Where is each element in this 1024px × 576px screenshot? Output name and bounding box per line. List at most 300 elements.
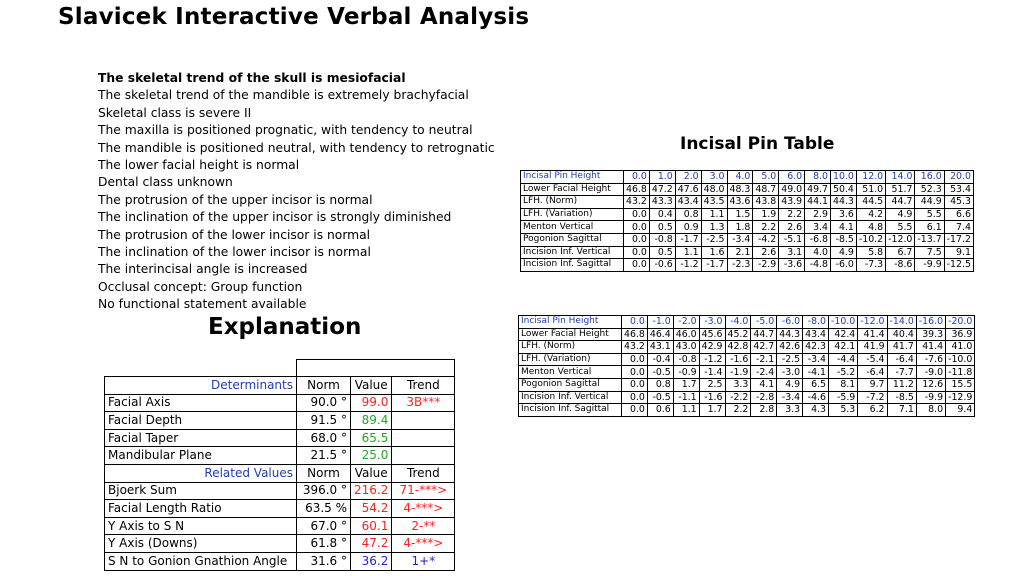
finding-item: Occlusal concept: Group function bbox=[98, 279, 303, 294]
table-cell: 4.9 bbox=[886, 208, 915, 221]
table-cell: -13.7 bbox=[915, 233, 944, 246]
table-cell: -17.2 bbox=[944, 233, 973, 246]
cell-name: Facial Depth bbox=[105, 412, 297, 430]
table-row bbox=[105, 517, 455, 535]
table-cell: 5.5 bbox=[915, 208, 944, 221]
finding-item: The protrusion of the upper incisor is normal bbox=[98, 192, 373, 207]
incisal-pin-table-positive bbox=[520, 170, 974, 272]
table-cell: -0.5 bbox=[647, 391, 673, 404]
table-cell: 1.3 bbox=[701, 221, 727, 234]
row-label: Incision Inf. Sagittal bbox=[519, 404, 622, 417]
table-cell: 52.3 bbox=[915, 183, 944, 196]
cell-name: Facial Length Ratio bbox=[105, 500, 297, 518]
table-cell: 1.1 bbox=[701, 208, 727, 221]
table-cell: 49.0 bbox=[779, 183, 805, 196]
table-row bbox=[105, 553, 455, 571]
table-cell: 3.3 bbox=[777, 404, 803, 417]
table-cell: 44.9 bbox=[915, 196, 944, 209]
row-label: Lower Facial Height bbox=[521, 183, 624, 196]
table-cell: 6.2 bbox=[858, 404, 887, 417]
table-cell: -0.6 bbox=[649, 259, 675, 272]
column-header: Trend bbox=[392, 465, 455, 483]
table-row bbox=[105, 429, 455, 447]
table-cell: 1.5 bbox=[727, 208, 753, 221]
table-cell: 0.0 bbox=[622, 366, 648, 379]
table-cell: 4.9 bbox=[831, 246, 857, 259]
table-cell: 0.4 bbox=[649, 208, 675, 221]
table-cell: 0.0 bbox=[624, 171, 650, 184]
row-label: Pogonion Sagittal bbox=[521, 233, 624, 246]
table-cell: 47.6 bbox=[675, 183, 701, 196]
table-cell: -3.0 bbox=[699, 316, 725, 329]
table-cell: -5.9 bbox=[829, 391, 858, 404]
table-cell: 43.5 bbox=[701, 196, 727, 209]
table-cell: 48.3 bbox=[727, 183, 753, 196]
table-cell: 10.0 bbox=[831, 171, 857, 184]
table-cell: -6.0 bbox=[831, 259, 857, 272]
table-cell: 41.0 bbox=[946, 341, 975, 354]
table-cell: 1.6 bbox=[701, 246, 727, 259]
table-cell: 2.9 bbox=[805, 208, 831, 221]
cell-value: 216.2 bbox=[351, 482, 392, 500]
table-cell: 0.0 bbox=[624, 259, 650, 272]
row-label: Pogonion Sagittal bbox=[519, 378, 622, 391]
finding-item: Skeletal class is severe II bbox=[98, 105, 252, 120]
row-label: Menton Vertical bbox=[519, 366, 622, 379]
table-cell: -4.1 bbox=[803, 366, 829, 379]
table-cell: 0.5 bbox=[649, 246, 675, 259]
table-row bbox=[519, 366, 975, 379]
table-cell: 42.7 bbox=[751, 341, 777, 354]
table-cell: 43.4 bbox=[803, 328, 829, 341]
table-cell: -5.0 bbox=[751, 316, 777, 329]
table-cell: -0.9 bbox=[673, 366, 699, 379]
table-cell: -6.4 bbox=[858, 366, 887, 379]
finding-item: The mandible is positioned neutral, with tendency to retrognatic bbox=[98, 140, 495, 155]
table-cell: 0.0 bbox=[622, 391, 648, 404]
table-cell: 42.1 bbox=[829, 341, 858, 354]
table-cell: -1.6 bbox=[725, 353, 751, 366]
cell-norm: 21.5 ° bbox=[297, 447, 351, 465]
table-cell: 45.3 bbox=[944, 196, 973, 209]
table-row bbox=[105, 482, 455, 500]
row-label: LFH. (Variation) bbox=[519, 353, 622, 366]
table-cell: 6.5 bbox=[803, 378, 829, 391]
pin-header-row bbox=[521, 171, 974, 184]
findings-list bbox=[98, 70, 495, 314]
table-cell: -1.7 bbox=[701, 259, 727, 272]
cell-name: Bjoerk Sum bbox=[105, 482, 297, 500]
table-cell: 3.3 bbox=[725, 378, 751, 391]
cell-trend: 3B*** bbox=[392, 394, 455, 412]
table-header-row bbox=[105, 465, 455, 483]
table-cell: 8.0 bbox=[805, 171, 831, 184]
table-cell: 5.8 bbox=[856, 246, 885, 259]
cell-norm: 90.0 ° bbox=[297, 394, 351, 412]
table-cell: -4.0 bbox=[725, 316, 751, 329]
table-cell: 7.1 bbox=[887, 404, 916, 417]
table-cell: 43.8 bbox=[753, 196, 779, 209]
table-cell: 0.6 bbox=[647, 404, 673, 417]
table-cell: 6.6 bbox=[944, 208, 973, 221]
table-cell: 42.6 bbox=[777, 341, 803, 354]
table-cell: 43.1 bbox=[647, 341, 673, 354]
column-header: Determinants bbox=[105, 377, 297, 395]
table-cell: 2.5 bbox=[699, 378, 725, 391]
table-cell: -7.6 bbox=[916, 353, 945, 366]
table-cell: -6.8 bbox=[805, 233, 831, 246]
table-row bbox=[519, 328, 975, 341]
table-cell: 6.0 bbox=[779, 171, 805, 184]
table-cell: 3.1 bbox=[779, 246, 805, 259]
cell-value: 36.2 bbox=[351, 553, 392, 571]
table-cell: -3.4 bbox=[727, 233, 753, 246]
cell-value: 89.4 bbox=[351, 412, 392, 430]
table-cell: -4.6 bbox=[803, 391, 829, 404]
table-cell: -3.0 bbox=[777, 366, 803, 379]
table-cell: 4.0 bbox=[805, 246, 831, 259]
table-cell: -4.8 bbox=[805, 259, 831, 272]
cell-value: 99.0 bbox=[351, 394, 392, 412]
table-cell: -8.5 bbox=[887, 391, 916, 404]
table-row bbox=[105, 360, 455, 377]
table-cell: 0.0 bbox=[624, 208, 650, 221]
table-cell: 44.3 bbox=[831, 196, 857, 209]
table-cell: -1.0 bbox=[647, 316, 673, 329]
column-header: Value bbox=[351, 465, 392, 483]
table-cell: 1.7 bbox=[699, 404, 725, 417]
table-cell: 4.1 bbox=[831, 221, 857, 234]
table-cell: -10.0 bbox=[946, 353, 975, 366]
table-cell: 43.6 bbox=[727, 196, 753, 209]
cell-name: Y Axis (Downs) bbox=[105, 535, 297, 553]
row-label: Incisal Pin Height bbox=[521, 171, 624, 184]
table-cell: -0.8 bbox=[649, 233, 675, 246]
table-cell: -1.9 bbox=[725, 366, 751, 379]
table-cell: -1.6 bbox=[699, 391, 725, 404]
table-cell: 36.9 bbox=[946, 328, 975, 341]
table-cell: -6.0 bbox=[777, 316, 803, 329]
table-row bbox=[521, 233, 974, 246]
cell-norm: 68.0 ° bbox=[297, 429, 351, 447]
table-cell: 0.0 bbox=[624, 233, 650, 246]
table-cell: -12.5 bbox=[944, 259, 973, 272]
cell-name: Y Axis to S N bbox=[105, 517, 297, 535]
table-cell: 41.7 bbox=[887, 341, 916, 354]
table-cell: 42.3 bbox=[803, 341, 829, 354]
cell-value: 65.5 bbox=[351, 429, 392, 447]
table-cell: 4.0 bbox=[727, 171, 753, 184]
table-cell: 8.1 bbox=[829, 378, 858, 391]
table-cell: 43.3 bbox=[649, 196, 675, 209]
table-cell: -1.4 bbox=[699, 366, 725, 379]
table-cell: 0.8 bbox=[647, 378, 673, 391]
table-cell: 44.1 bbox=[805, 196, 831, 209]
cell-value: 60.1 bbox=[351, 517, 392, 535]
table-cell: 43.4 bbox=[675, 196, 701, 209]
table-cell: 46.8 bbox=[624, 183, 650, 196]
cell-trend bbox=[392, 447, 455, 465]
table-cell: 2.6 bbox=[779, 221, 805, 234]
table-cell: 46.0 bbox=[673, 328, 699, 341]
finding-item: The interincisal angle is increased bbox=[98, 262, 308, 277]
table-row bbox=[105, 412, 455, 430]
table-row bbox=[519, 378, 975, 391]
table-cell: 41.4 bbox=[916, 341, 945, 354]
table-row bbox=[521, 259, 974, 272]
table-cell: 5.0 bbox=[753, 171, 779, 184]
table-cell: 1.9 bbox=[753, 208, 779, 221]
table-cell: -1.7 bbox=[675, 233, 701, 246]
cell-name: Facial Taper bbox=[105, 429, 297, 447]
table-cell: 2.8 bbox=[751, 404, 777, 417]
table-cell: -2.4 bbox=[751, 366, 777, 379]
table-cell: -2.2 bbox=[725, 391, 751, 404]
table-cell: 49.7 bbox=[805, 183, 831, 196]
table-cell: 3.4 bbox=[805, 221, 831, 234]
table-cell: 40.4 bbox=[887, 328, 916, 341]
table-cell: 1.8 bbox=[727, 221, 753, 234]
table-cell: -3.4 bbox=[803, 353, 829, 366]
table-cell: 9.4 bbox=[946, 404, 975, 417]
table-row bbox=[105, 535, 455, 553]
incisal-pin-table-negative bbox=[518, 315, 975, 417]
table-cell: 44.3 bbox=[777, 328, 803, 341]
table-cell: -2.0 bbox=[673, 316, 699, 329]
cell-norm: 91.5 ° bbox=[297, 412, 351, 430]
table-cell: 9.1 bbox=[944, 246, 973, 259]
table-cell: 44.7 bbox=[886, 196, 915, 209]
table-cell: -7.2 bbox=[858, 391, 887, 404]
table-cell: 1.7 bbox=[673, 378, 699, 391]
cell-trend: 1+* bbox=[392, 553, 455, 571]
table-cell: 15.5 bbox=[946, 378, 975, 391]
cell-trend: 4-***> bbox=[392, 500, 455, 518]
cell-trend bbox=[392, 429, 455, 447]
determinants-table bbox=[104, 359, 455, 571]
table-cell: 9.7 bbox=[858, 378, 887, 391]
table-cell: 5.3 bbox=[829, 404, 858, 417]
table-row bbox=[519, 341, 975, 354]
table-cell: -0.4 bbox=[647, 353, 673, 366]
cell-trend bbox=[392, 412, 455, 430]
table-cell: 2.2 bbox=[779, 208, 805, 221]
table-cell: -2.1 bbox=[751, 353, 777, 366]
table-cell: -9.9 bbox=[916, 391, 945, 404]
finding-item: The skeletal trend of the mandible is extremely brachyfacial bbox=[98, 88, 469, 103]
pin-header-row bbox=[519, 316, 975, 329]
table-cell: 0.0 bbox=[622, 404, 648, 417]
table-cell: 45.2 bbox=[725, 328, 751, 341]
table-row bbox=[521, 208, 974, 221]
table-row bbox=[105, 447, 455, 465]
incisal-pin-title: Incisal Pin Table bbox=[680, 134, 835, 154]
table-cell: 12.6 bbox=[916, 378, 945, 391]
table-cell: -12.0 bbox=[858, 316, 887, 329]
table-cell: 1.1 bbox=[675, 246, 701, 259]
table-cell: 44.7 bbox=[751, 328, 777, 341]
table-cell: -2.8 bbox=[751, 391, 777, 404]
table-cell: -20.0 bbox=[946, 316, 975, 329]
table-cell: 0.9 bbox=[675, 221, 701, 234]
column-header: Value bbox=[351, 377, 392, 395]
table-cell: -0.5 bbox=[647, 366, 673, 379]
table-cell: 0.0 bbox=[622, 316, 648, 329]
table-cell: 6.7 bbox=[886, 246, 915, 259]
table-row bbox=[105, 394, 455, 412]
table-cell: 4.1 bbox=[751, 378, 777, 391]
finding-item: No functional statement available bbox=[98, 297, 307, 312]
table-cell: 3.0 bbox=[701, 171, 727, 184]
cell-value: 47.2 bbox=[351, 535, 392, 553]
finding-item: The inclination of the upper incisor is strongly diminished bbox=[98, 210, 452, 225]
finding-item: The maxilla is positioned prognatic, with tendency to neutral bbox=[98, 123, 473, 138]
table-cell: 2.2 bbox=[725, 404, 751, 417]
table-cell: -7.3 bbox=[856, 259, 885, 272]
row-label: LFH. (Norm) bbox=[521, 196, 624, 209]
table-row bbox=[105, 500, 455, 518]
page-title: Slavicek Interactive Verbal Analysis bbox=[58, 4, 530, 30]
table-cell: 47.2 bbox=[649, 183, 675, 196]
cell-norm: 396.0 ° bbox=[297, 482, 351, 500]
table-cell: 6.1 bbox=[915, 221, 944, 234]
table-cell: 20.0 bbox=[944, 171, 973, 184]
table-cell: -5.2 bbox=[829, 366, 858, 379]
table-cell: 43.2 bbox=[624, 196, 650, 209]
table-cell: -9.0 bbox=[916, 366, 945, 379]
table-cell: -2.5 bbox=[701, 233, 727, 246]
table-row bbox=[521, 221, 974, 234]
table-cell: -7.7 bbox=[887, 366, 916, 379]
table-cell: -1.2 bbox=[699, 353, 725, 366]
cell-name: S N to Gonion Gnathion Angle bbox=[105, 553, 297, 571]
table-row bbox=[521, 246, 974, 259]
finding-item: The lower facial height is normal bbox=[98, 158, 300, 173]
table-cell: 0.0 bbox=[624, 221, 650, 234]
table-cell: -2.5 bbox=[777, 353, 803, 366]
column-header: Norm bbox=[297, 465, 351, 483]
table-cell: 45.6 bbox=[699, 328, 725, 341]
table-cell: 1.0 bbox=[649, 171, 675, 184]
table-cell: 42.4 bbox=[829, 328, 858, 341]
cell-trend: 2-** bbox=[392, 517, 455, 535]
table-cell: 5.5 bbox=[886, 221, 915, 234]
table-cell: 0.5 bbox=[649, 221, 675, 234]
table-cell: 48.0 bbox=[701, 183, 727, 196]
table-row bbox=[521, 183, 974, 196]
table-cell: -14.0 bbox=[887, 316, 916, 329]
row-label: Incisal Pin Height bbox=[519, 316, 622, 329]
table-cell: -10.0 bbox=[829, 316, 858, 329]
column-header: Related Values bbox=[105, 465, 297, 483]
table-cell: -10.2 bbox=[856, 233, 885, 246]
table-cell: -2.9 bbox=[753, 259, 779, 272]
table-cell: 4.8 bbox=[856, 221, 885, 234]
table-cell: -3.6 bbox=[779, 259, 805, 272]
table-cell: 46.8 bbox=[622, 328, 648, 341]
row-label: Lower Facial Height bbox=[519, 328, 622, 341]
table-cell: 1.1 bbox=[673, 404, 699, 417]
table-row bbox=[519, 353, 975, 366]
table-cell: 48.7 bbox=[753, 183, 779, 196]
table-cell: 43.9 bbox=[779, 196, 805, 209]
finding-item: Dental class unknown bbox=[98, 175, 233, 190]
table-cell: -16.0 bbox=[916, 316, 945, 329]
row-label: Incision Inf. Vertical bbox=[519, 391, 622, 404]
table-cell: 53.4 bbox=[944, 183, 973, 196]
table-cell: -4.2 bbox=[753, 233, 779, 246]
table-cell: 7.4 bbox=[944, 221, 973, 234]
finding-item: The protrusion of the lower incisor is normal bbox=[98, 227, 371, 242]
table-row bbox=[521, 196, 974, 209]
table-row bbox=[519, 391, 975, 404]
cell-norm: 67.0 ° bbox=[297, 517, 351, 535]
table-cell: 51.0 bbox=[856, 183, 885, 196]
table-cell: -3.4 bbox=[777, 391, 803, 404]
table-cell: 4.9 bbox=[777, 378, 803, 391]
cell-value: 54.2 bbox=[351, 500, 392, 518]
table-cell: 42.8 bbox=[725, 341, 751, 354]
cell-norm: 31.6 ° bbox=[297, 553, 351, 571]
table-cell: 43.2 bbox=[622, 341, 648, 354]
table-cell: 0.8 bbox=[675, 208, 701, 221]
table-cell: -6.4 bbox=[887, 353, 916, 366]
table-cell: 51.7 bbox=[886, 183, 915, 196]
table-cell: -2.3 bbox=[727, 259, 753, 272]
table-cell: 3.6 bbox=[831, 208, 857, 221]
table-cell: 8.0 bbox=[916, 404, 945, 417]
table-cell: -8.6 bbox=[886, 259, 915, 272]
table-cell: 11.2 bbox=[887, 378, 916, 391]
table-cell: -12.0 bbox=[886, 233, 915, 246]
table-cell: 4.3 bbox=[803, 404, 829, 417]
table-cell: 41.9 bbox=[858, 341, 887, 354]
cell-trend: 4-***> bbox=[392, 535, 455, 553]
table-cell: 39.3 bbox=[916, 328, 945, 341]
column-header: Trend bbox=[392, 377, 455, 395]
table-cell: 4.2 bbox=[856, 208, 885, 221]
row-label: LFH. (Norm) bbox=[519, 341, 622, 354]
table-cell: -0.8 bbox=[673, 353, 699, 366]
table-cell: 14.0 bbox=[886, 171, 915, 184]
table-cell: 44.5 bbox=[856, 196, 885, 209]
explanation-title: Explanation bbox=[208, 314, 362, 340]
cell-trend: 71-***> bbox=[392, 482, 455, 500]
table-cell: 2.6 bbox=[753, 246, 779, 259]
table-cell: -9.9 bbox=[915, 259, 944, 272]
table-cell: -11.8 bbox=[946, 366, 975, 379]
table-cell: -8.0 bbox=[803, 316, 829, 329]
table-header-row bbox=[105, 377, 455, 395]
table-cell: 0.0 bbox=[622, 353, 648, 366]
finding-item: The inclination of the lower incisor is normal bbox=[98, 245, 371, 260]
table-cell: 0.0 bbox=[622, 378, 648, 391]
table-cell: 46.4 bbox=[647, 328, 673, 341]
cell-norm: 61.8 ° bbox=[297, 535, 351, 553]
table-cell: -5.1 bbox=[779, 233, 805, 246]
cell-name: Mandibular Plane bbox=[105, 447, 297, 465]
table-cell: -4.4 bbox=[829, 353, 858, 366]
table-row bbox=[519, 404, 975, 417]
table-cell: -5.4 bbox=[858, 353, 887, 366]
table-cell: 12.0 bbox=[856, 171, 885, 184]
table-cell: 43.0 bbox=[673, 341, 699, 354]
table-cell: -12.9 bbox=[946, 391, 975, 404]
table-cell: 2.2 bbox=[753, 221, 779, 234]
table-cell: 16.0 bbox=[915, 171, 944, 184]
cell-name: Facial Axis bbox=[105, 394, 297, 412]
row-label: Incision Inf. Sagittal bbox=[521, 259, 624, 272]
